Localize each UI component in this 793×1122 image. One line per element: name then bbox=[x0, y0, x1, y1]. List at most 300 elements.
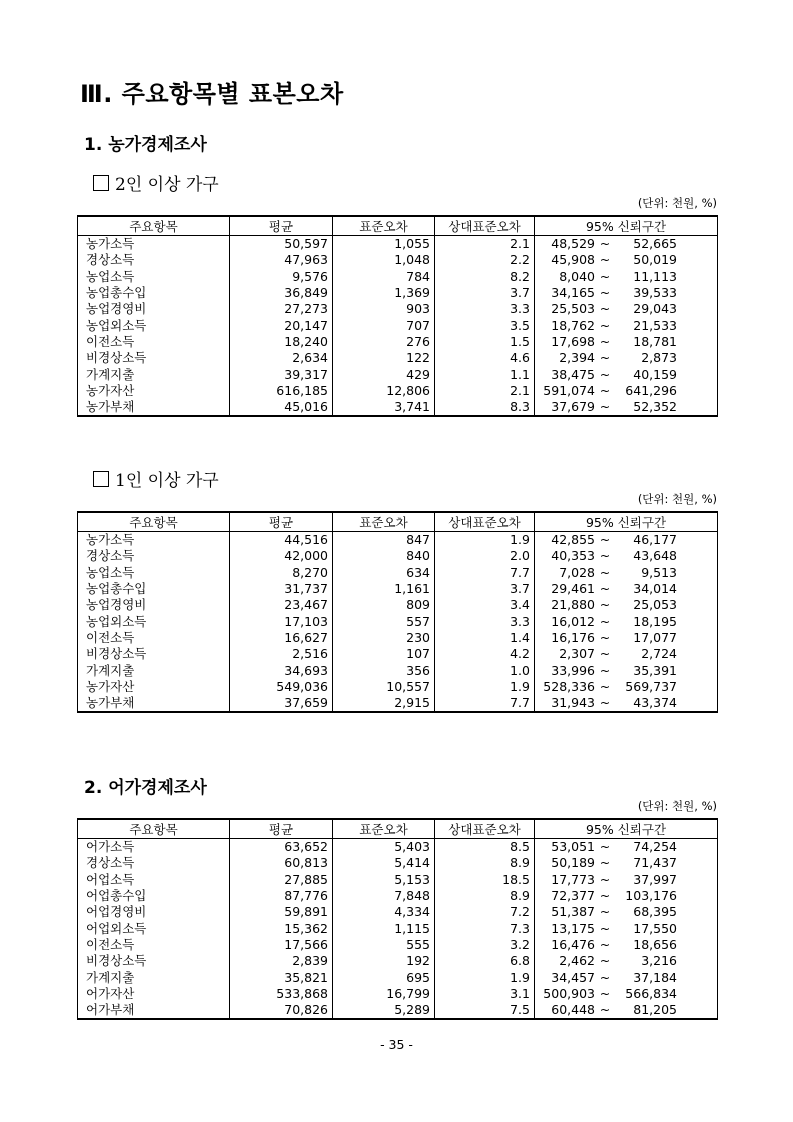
table-row bbox=[78, 937, 718, 953]
table-row bbox=[78, 317, 718, 333]
ci-upper: 43,648 bbox=[633, 548, 677, 564]
item-label: 농업경영비 bbox=[86, 597, 147, 613]
table-row bbox=[78, 953, 718, 969]
standard-error-cell: 10,557 bbox=[333, 679, 435, 695]
standard-error-cell: 2,915 bbox=[333, 695, 435, 712]
standard-error-cell: 903 bbox=[333, 301, 435, 317]
item-cell bbox=[78, 679, 230, 695]
confidence-interval-cell bbox=[535, 565, 718, 581]
table-row bbox=[78, 548, 718, 564]
table-row bbox=[78, 1002, 718, 1019]
column-header: 상대표준오차 bbox=[435, 819, 535, 839]
mean-cell: 17,103 bbox=[230, 613, 333, 629]
relative-standard-error-cell: 4.2 bbox=[435, 646, 535, 662]
confidence-interval-cell bbox=[535, 350, 718, 366]
item-cell bbox=[78, 662, 230, 678]
column-header: 95% 신뢰구간 bbox=[535, 216, 718, 236]
item-cell bbox=[78, 920, 230, 936]
table-row bbox=[78, 679, 718, 695]
confidence-interval-cell bbox=[535, 630, 718, 646]
section-heading-fishery: 2. 어가경제조사 bbox=[84, 778, 207, 798]
relative-standard-error-cell: 8.3 bbox=[435, 399, 535, 416]
mean-cell: 37,659 bbox=[230, 695, 333, 712]
standard-error-cell: 557 bbox=[333, 613, 435, 629]
ci-separator: ~ bbox=[599, 629, 611, 645]
item-cell bbox=[78, 986, 230, 1002]
item-cell bbox=[78, 334, 230, 350]
table-row bbox=[78, 252, 718, 268]
table-row bbox=[78, 301, 718, 317]
ci-lower: 21,880 bbox=[551, 597, 595, 613]
mean-cell: 36,849 bbox=[230, 285, 333, 301]
item-label: 어업외소득 bbox=[86, 920, 147, 936]
ci-separator: ~ bbox=[599, 382, 611, 398]
ci-upper: 46,177 bbox=[633, 532, 677, 548]
ci-separator: ~ bbox=[599, 839, 611, 855]
mean-cell: 35,821 bbox=[230, 969, 333, 985]
item-cell bbox=[78, 630, 230, 646]
ci-lower: 16,476 bbox=[551, 936, 595, 952]
confidence-interval-cell bbox=[535, 269, 718, 285]
confidence-interval-cell bbox=[535, 399, 718, 416]
ci-separator: ~ bbox=[599, 855, 611, 871]
table-row bbox=[78, 613, 718, 629]
mean-cell: 27,885 bbox=[230, 872, 333, 888]
item-cell bbox=[78, 969, 230, 985]
standard-error-cell: 5,403 bbox=[333, 839, 435, 856]
item-label: 가계지출 bbox=[86, 366, 135, 382]
mean-cell: 60,813 bbox=[230, 855, 333, 871]
relative-standard-error-cell: 1.1 bbox=[435, 366, 535, 382]
table-row bbox=[78, 630, 718, 646]
confidence-interval-cell bbox=[535, 904, 718, 920]
ci-separator: ~ bbox=[599, 285, 611, 301]
table-row bbox=[78, 383, 718, 399]
ci-separator: ~ bbox=[599, 236, 611, 252]
item-cell bbox=[78, 888, 230, 904]
item-cell bbox=[78, 269, 230, 285]
relative-standard-error-cell: 7.2 bbox=[435, 904, 535, 920]
table-row bbox=[78, 986, 718, 1002]
ci-upper: 52,352 bbox=[633, 399, 677, 415]
table-row bbox=[78, 581, 718, 597]
item-cell bbox=[78, 565, 230, 581]
confidence-interval-cell bbox=[535, 695, 718, 712]
table-row bbox=[78, 236, 718, 253]
ci-separator: ~ bbox=[599, 985, 611, 1001]
confidence-interval-cell bbox=[535, 646, 718, 662]
mean-cell: 42,000 bbox=[230, 548, 333, 564]
table-row bbox=[78, 839, 718, 856]
confidence-interval-cell bbox=[535, 662, 718, 678]
relative-standard-error-cell: 3.7 bbox=[435, 285, 535, 301]
relative-standard-error-cell: 7.7 bbox=[435, 695, 535, 712]
column-header: 표준오차 bbox=[333, 819, 435, 839]
relative-standard-error-cell: 8.9 bbox=[435, 888, 535, 904]
item-cell bbox=[78, 872, 230, 888]
column-header: 평균 bbox=[230, 819, 333, 839]
ci-lower: 7,028 bbox=[559, 564, 595, 580]
ci-separator: ~ bbox=[599, 268, 611, 284]
standard-error-cell: 1,048 bbox=[333, 252, 435, 268]
ci-upper: 2,873 bbox=[641, 350, 677, 366]
table-row bbox=[78, 662, 718, 678]
item-label: 어가부채 bbox=[86, 1002, 135, 1018]
item-cell bbox=[78, 839, 230, 856]
subsection-heading-text: 1인 이상 가구 bbox=[115, 471, 219, 491]
ci-lower: 34,457 bbox=[551, 969, 595, 985]
confidence-interval-cell bbox=[535, 236, 718, 253]
mean-cell: 2,839 bbox=[230, 953, 333, 969]
relative-standard-error-cell: 3.4 bbox=[435, 597, 535, 613]
table-header-row bbox=[78, 216, 718, 236]
table-header-row bbox=[78, 819, 718, 839]
ci-separator: ~ bbox=[599, 252, 611, 268]
item-label: 경상소득 bbox=[86, 252, 135, 268]
item-cell bbox=[78, 597, 230, 613]
item-label: 농업외소득 bbox=[86, 613, 147, 629]
confidence-interval-cell bbox=[535, 872, 718, 888]
mean-cell: 17,566 bbox=[230, 937, 333, 953]
ci-separator: ~ bbox=[599, 969, 611, 985]
mean-cell: 2,634 bbox=[230, 350, 333, 366]
mean-cell: 18,240 bbox=[230, 334, 333, 350]
mean-cell: 63,652 bbox=[230, 839, 333, 856]
mean-cell: 23,467 bbox=[230, 597, 333, 613]
ci-upper: 68,395 bbox=[633, 904, 677, 920]
ci-upper: 3,216 bbox=[641, 953, 677, 969]
standard-error-cell: 230 bbox=[333, 630, 435, 646]
mean-cell: 616,185 bbox=[230, 383, 333, 399]
confidence-interval-cell bbox=[535, 920, 718, 936]
confidence-interval-cell bbox=[535, 937, 718, 953]
confidence-interval-cell bbox=[535, 969, 718, 985]
farm-1plus-table bbox=[77, 511, 718, 713]
ci-lower: 17,698 bbox=[551, 333, 595, 349]
column-header: 표준오차 bbox=[333, 512, 435, 532]
confidence-interval-cell bbox=[535, 366, 718, 382]
confidence-interval-cell bbox=[535, 548, 718, 564]
standard-error-cell: 1,055 bbox=[333, 236, 435, 253]
table-row bbox=[78, 597, 718, 613]
relative-standard-error-cell: 6.8 bbox=[435, 953, 535, 969]
ci-lower: 16,176 bbox=[551, 629, 595, 645]
standard-error-cell: 5,289 bbox=[333, 1002, 435, 1019]
ci-separator: ~ bbox=[599, 581, 611, 597]
item-label: 농가자산 bbox=[86, 382, 135, 398]
mean-cell: 59,891 bbox=[230, 904, 333, 920]
ci-separator: ~ bbox=[599, 871, 611, 887]
ci-upper: 34,014 bbox=[633, 581, 677, 597]
ci-lower: 8,040 bbox=[559, 268, 595, 284]
relative-standard-error-cell: 8.9 bbox=[435, 855, 535, 871]
ci-lower: 48,529 bbox=[551, 236, 595, 252]
table-row bbox=[78, 872, 718, 888]
ci-lower: 40,353 bbox=[551, 548, 595, 564]
ci-separator: ~ bbox=[599, 597, 611, 613]
ci-separator: ~ bbox=[599, 613, 611, 629]
ci-upper: 37,184 bbox=[633, 969, 677, 985]
confidence-interval-cell bbox=[535, 597, 718, 613]
item-cell bbox=[78, 366, 230, 382]
ci-upper: 18,656 bbox=[633, 936, 677, 952]
ci-upper: 21,533 bbox=[633, 317, 677, 333]
ci-upper: 18,781 bbox=[633, 333, 677, 349]
mean-cell: 87,776 bbox=[230, 888, 333, 904]
item-cell bbox=[78, 1002, 230, 1019]
ci-lower: 34,165 bbox=[551, 285, 595, 301]
unit-label: (단위: 천원, %) bbox=[637, 799, 717, 813]
standard-error-cell: 122 bbox=[333, 350, 435, 366]
standard-error-cell: 7,848 bbox=[333, 888, 435, 904]
ci-lower: 33,996 bbox=[551, 662, 595, 678]
item-cell bbox=[78, 383, 230, 399]
ci-lower: 17,773 bbox=[551, 871, 595, 887]
standard-error-cell: 840 bbox=[333, 548, 435, 564]
ci-upper: 2,724 bbox=[641, 646, 677, 662]
standard-error-cell: 555 bbox=[333, 937, 435, 953]
item-label: 어가자산 bbox=[86, 985, 135, 1001]
relative-standard-error-cell: 3.2 bbox=[435, 937, 535, 953]
ci-separator: ~ bbox=[599, 888, 611, 904]
page-number: - 35 - bbox=[380, 1037, 413, 1052]
relative-standard-error-cell: 4.6 bbox=[435, 350, 535, 366]
relative-standard-error-cell: 3.3 bbox=[435, 613, 535, 629]
ci-upper: 71,437 bbox=[633, 855, 677, 871]
item-cell bbox=[78, 855, 230, 871]
relative-standard-error-cell: 1.5 bbox=[435, 334, 535, 350]
column-header: 95% 신뢰구간 bbox=[535, 512, 718, 532]
ci-lower: 500,903 bbox=[543, 985, 595, 1001]
confidence-interval-cell bbox=[535, 317, 718, 333]
standard-error-cell: 16,799 bbox=[333, 986, 435, 1002]
fishery-table bbox=[77, 818, 718, 1020]
ci-upper: 39,533 bbox=[633, 285, 677, 301]
ci-lower: 50,189 bbox=[551, 855, 595, 871]
standard-error-cell: 4,334 bbox=[333, 904, 435, 920]
relative-standard-error-cell: 7.7 bbox=[435, 565, 535, 581]
confidence-interval-cell bbox=[535, 532, 718, 549]
mean-cell: 31,737 bbox=[230, 581, 333, 597]
item-cell bbox=[78, 581, 230, 597]
table-row bbox=[78, 969, 718, 985]
ci-upper: 37,997 bbox=[633, 871, 677, 887]
standard-error-cell: 1,369 bbox=[333, 285, 435, 301]
item-cell bbox=[78, 236, 230, 253]
item-cell bbox=[78, 695, 230, 712]
relative-standard-error-cell: 1.4 bbox=[435, 630, 535, 646]
mean-cell: 47,963 bbox=[230, 252, 333, 268]
item-cell bbox=[78, 301, 230, 317]
item-cell bbox=[78, 548, 230, 564]
standard-error-cell: 12,806 bbox=[333, 383, 435, 399]
item-label: 비경상소득 bbox=[86, 646, 147, 662]
ci-separator: ~ bbox=[599, 695, 611, 711]
relative-standard-error-cell: 1.0 bbox=[435, 662, 535, 678]
item-label: 농업소득 bbox=[86, 564, 135, 580]
relative-standard-error-cell: 3.5 bbox=[435, 317, 535, 333]
checkbox-square-icon bbox=[93, 175, 109, 191]
relative-standard-error-cell: 3.1 bbox=[435, 986, 535, 1002]
ci-lower: 60,448 bbox=[551, 1002, 595, 1018]
confidence-interval-cell bbox=[535, 839, 718, 856]
ci-lower: 18,762 bbox=[551, 317, 595, 333]
item-cell bbox=[78, 953, 230, 969]
item-label: 농가소득 bbox=[86, 532, 135, 548]
standard-error-cell: 356 bbox=[333, 662, 435, 678]
column-header: 평균 bbox=[230, 512, 333, 532]
relative-standard-error-cell: 2.1 bbox=[435, 383, 535, 399]
item-cell bbox=[78, 399, 230, 416]
ci-upper: 74,254 bbox=[633, 839, 677, 855]
table-row bbox=[78, 285, 718, 301]
ci-lower: 31,943 bbox=[551, 695, 595, 711]
ci-separator: ~ bbox=[599, 333, 611, 349]
mean-cell: 20,147 bbox=[230, 317, 333, 333]
relative-standard-error-cell: 3.7 bbox=[435, 581, 535, 597]
confidence-interval-cell bbox=[535, 334, 718, 350]
table-row bbox=[78, 565, 718, 581]
item-cell bbox=[78, 937, 230, 953]
ci-separator: ~ bbox=[599, 920, 611, 936]
standard-error-cell: 695 bbox=[333, 969, 435, 985]
ci-separator: ~ bbox=[599, 678, 611, 694]
item-cell bbox=[78, 532, 230, 549]
ci-separator: ~ bbox=[599, 953, 611, 969]
relative-standard-error-cell: 1.9 bbox=[435, 969, 535, 985]
ci-upper: 40,159 bbox=[633, 366, 677, 382]
standard-error-cell: 276 bbox=[333, 334, 435, 350]
column-header: 주요항목 bbox=[78, 216, 230, 236]
column-header: 상대표준오차 bbox=[435, 512, 535, 532]
confidence-interval-cell bbox=[535, 679, 718, 695]
ci-separator: ~ bbox=[599, 350, 611, 366]
relative-standard-error-cell: 1.9 bbox=[435, 532, 535, 549]
ci-lower: 25,503 bbox=[551, 301, 595, 317]
ci-lower: 38,475 bbox=[551, 366, 595, 382]
ci-upper: 17,077 bbox=[633, 629, 677, 645]
confidence-interval-cell bbox=[535, 888, 718, 904]
standard-error-cell: 634 bbox=[333, 565, 435, 581]
ci-upper: 641,296 bbox=[625, 382, 677, 398]
item-label: 가계지출 bbox=[86, 969, 135, 985]
item-label: 농업총수입 bbox=[86, 581, 147, 597]
relative-standard-error-cell: 8.2 bbox=[435, 269, 535, 285]
confidence-interval-cell bbox=[535, 986, 718, 1002]
table-row bbox=[78, 399, 718, 416]
standard-error-cell: 784 bbox=[333, 269, 435, 285]
unit-label: (단위: 천원, %) bbox=[637, 492, 717, 506]
standard-error-cell: 1,161 bbox=[333, 581, 435, 597]
standard-error-cell: 809 bbox=[333, 597, 435, 613]
standard-error-cell: 5,414 bbox=[333, 855, 435, 871]
mean-cell: 70,826 bbox=[230, 1002, 333, 1019]
page-title: Ⅲ. 주요항목별 표본오차 bbox=[80, 80, 344, 108]
item-label: 농가부채 bbox=[86, 399, 135, 415]
item-label: 농가소득 bbox=[86, 236, 135, 252]
table-row bbox=[78, 920, 718, 936]
relative-standard-error-cell: 3.3 bbox=[435, 301, 535, 317]
confidence-interval-cell bbox=[535, 855, 718, 871]
ci-upper: 103,176 bbox=[625, 888, 677, 904]
item-label: 어업소득 bbox=[86, 871, 135, 887]
subsection-heading-1plus bbox=[93, 466, 219, 491]
table-row bbox=[78, 269, 718, 285]
mean-cell: 34,693 bbox=[230, 662, 333, 678]
relative-standard-error-cell: 1.9 bbox=[435, 679, 535, 695]
confidence-interval-cell bbox=[535, 613, 718, 629]
item-label: 경상소득 bbox=[86, 548, 135, 564]
item-cell bbox=[78, 252, 230, 268]
item-cell bbox=[78, 285, 230, 301]
ci-lower: 2,307 bbox=[559, 646, 595, 662]
item-cell bbox=[78, 350, 230, 366]
item-label: 어업경영비 bbox=[86, 904, 147, 920]
mean-cell: 44,516 bbox=[230, 532, 333, 549]
item-label: 농가부채 bbox=[86, 695, 135, 711]
column-header: 평균 bbox=[230, 216, 333, 236]
column-header: 95% 신뢰구간 bbox=[535, 819, 718, 839]
confidence-interval-cell bbox=[535, 285, 718, 301]
item-label: 경상소득 bbox=[86, 855, 135, 871]
standard-error-cell: 847 bbox=[333, 532, 435, 549]
ci-upper: 17,550 bbox=[633, 920, 677, 936]
relative-standard-error-cell: 7.5 bbox=[435, 1002, 535, 1019]
ci-lower: 2,462 bbox=[559, 953, 595, 969]
standard-error-cell: 107 bbox=[333, 646, 435, 662]
column-header: 주요항목 bbox=[78, 819, 230, 839]
table-header-row bbox=[78, 512, 718, 532]
mean-cell: 533,868 bbox=[230, 986, 333, 1002]
ci-upper: 18,195 bbox=[633, 613, 677, 629]
confidence-interval-cell bbox=[535, 252, 718, 268]
subsection-heading-text: 2인 이상 가구 bbox=[115, 175, 219, 195]
table-row bbox=[78, 366, 718, 382]
item-label: 어가소득 bbox=[86, 839, 135, 855]
ci-lower: 37,679 bbox=[551, 399, 595, 415]
ci-lower: 72,377 bbox=[551, 888, 595, 904]
ci-separator: ~ bbox=[599, 646, 611, 662]
table-row bbox=[78, 334, 718, 350]
ci-lower: 45,908 bbox=[551, 252, 595, 268]
item-label: 비경상소득 bbox=[86, 350, 147, 366]
mean-cell: 2,516 bbox=[230, 646, 333, 662]
standard-error-cell: 5,153 bbox=[333, 872, 435, 888]
ci-upper: 52,665 bbox=[633, 236, 677, 252]
mean-cell: 16,627 bbox=[230, 630, 333, 646]
section-heading-farm: 1. 농가경제조사 bbox=[84, 135, 207, 155]
ci-lower: 29,461 bbox=[551, 581, 595, 597]
relative-standard-error-cell: 7.3 bbox=[435, 920, 535, 936]
ci-upper: 566,834 bbox=[625, 985, 677, 1001]
table-row bbox=[78, 904, 718, 920]
table-row bbox=[78, 350, 718, 366]
ci-upper: 11,113 bbox=[633, 268, 677, 284]
mean-cell: 45,016 bbox=[230, 399, 333, 416]
item-cell bbox=[78, 317, 230, 333]
ci-separator: ~ bbox=[599, 548, 611, 564]
table-row bbox=[78, 888, 718, 904]
mean-cell: 9,576 bbox=[230, 269, 333, 285]
mean-cell: 27,273 bbox=[230, 301, 333, 317]
farm-2plus-table bbox=[77, 215, 718, 417]
table-row bbox=[78, 695, 718, 712]
item-label: 가계지출 bbox=[86, 662, 135, 678]
subsection-heading-2plus bbox=[93, 170, 219, 195]
mean-cell: 39,317 bbox=[230, 366, 333, 382]
ci-separator: ~ bbox=[599, 662, 611, 678]
relative-standard-error-cell: 2.0 bbox=[435, 548, 535, 564]
